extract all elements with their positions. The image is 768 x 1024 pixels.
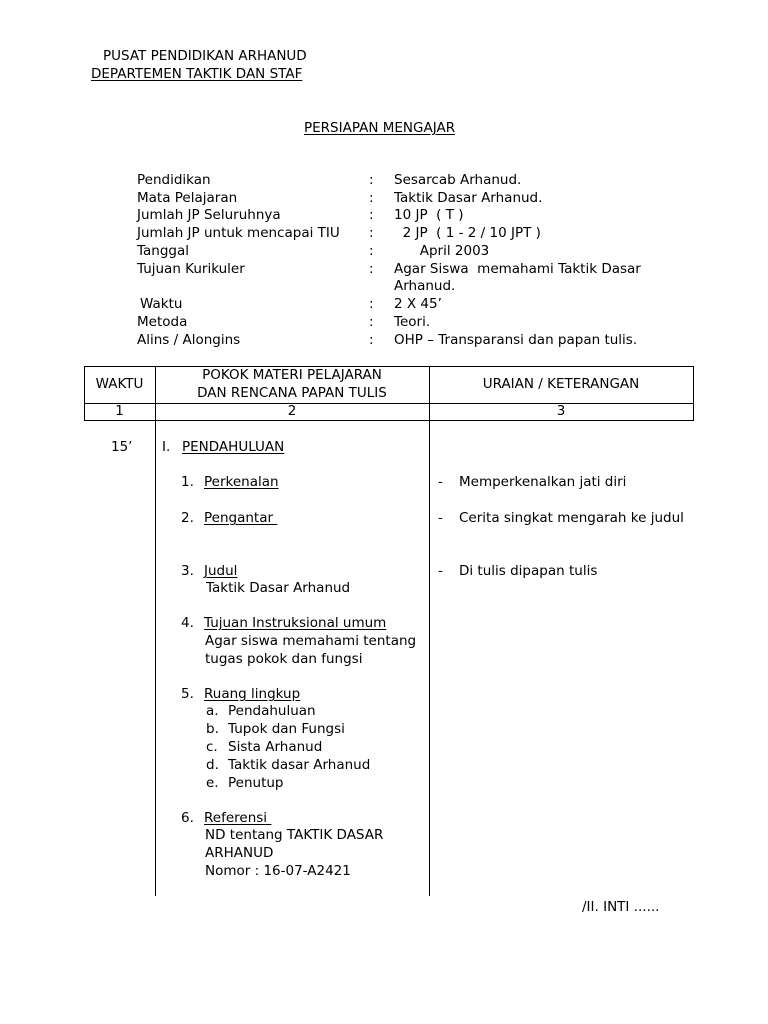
item-number: 1. xyxy=(181,474,194,490)
info-separator: : xyxy=(369,332,374,348)
sub-item-text: Tupok dan Fungsi xyxy=(228,721,345,737)
info-value-continued: Arhanud. xyxy=(394,278,456,294)
remark-text: Memperkenalkan jati diri xyxy=(459,474,627,490)
column-header-uraian: URAIAN / KETERANGAN xyxy=(482,376,640,392)
item-text: Nomor : 16-07-A2421 xyxy=(205,863,351,879)
info-label: Pendidikan xyxy=(137,172,211,188)
sub-item-letter: a. xyxy=(206,703,219,719)
sub-item-text: Penutup xyxy=(228,775,284,791)
column-header-pokok: POKOK MATERI PELAJARAN xyxy=(202,367,382,383)
info-separator: : xyxy=(369,225,374,241)
item-text: ARHANUD xyxy=(205,845,274,861)
item-number: 6. xyxy=(181,810,194,826)
info-label: Metoda xyxy=(137,314,188,330)
remark-bullet: - xyxy=(438,474,443,490)
info-separator: : xyxy=(369,172,374,188)
item-text: Agar siswa memahami tentang xyxy=(205,633,417,649)
info-separator: : xyxy=(369,207,374,223)
column-header-waktu: WAKTU xyxy=(95,376,144,392)
document-title: PERSIAPAN MENGAJAR xyxy=(304,120,456,136)
item-title: Pengantar xyxy=(204,510,278,526)
column-number: 1 xyxy=(115,403,124,419)
item-text: ND tentang TAKTIK DASAR xyxy=(205,827,384,843)
remark-bullet: - xyxy=(438,510,443,526)
info-value: 2 JP ( 1 - 2 / 10 JPT ) xyxy=(394,225,541,241)
info-label: Waktu xyxy=(140,296,183,312)
item-number: 5. xyxy=(181,686,194,702)
info-value: Taktik Dasar Arhanud. xyxy=(394,190,543,206)
info-label: Tanggal xyxy=(137,243,190,259)
info-value: Sesarcab Arhanud. xyxy=(394,172,522,188)
item-number: 4. xyxy=(181,615,194,631)
sub-item-letter: d. xyxy=(206,757,219,773)
info-separator: : xyxy=(369,296,374,312)
table-border-right xyxy=(693,366,694,421)
info-separator: : xyxy=(369,190,374,206)
sub-item-text: Taktik dasar Arhanud xyxy=(228,757,371,773)
sub-item-letter: b. xyxy=(206,721,219,737)
info-value: Teori. xyxy=(394,314,431,330)
info-label: Tujuan Kurikuler xyxy=(137,261,245,277)
table-column-divider xyxy=(155,366,156,896)
table-number-divider xyxy=(84,420,694,421)
continuation-note: /II. INTI ...... xyxy=(582,899,660,915)
column-number: 2 xyxy=(287,403,297,419)
item-title: Tujuan Instruksional umum xyxy=(204,615,387,631)
info-value: OHP – Transparansi dan papan tulis. xyxy=(394,332,638,348)
item-title: Referensi xyxy=(204,810,272,826)
info-value: April 2003 xyxy=(394,243,490,259)
item-number: 2. xyxy=(181,510,194,526)
section-number: I. xyxy=(162,439,171,455)
item-number: 3. xyxy=(181,563,194,579)
item-text: Taktik Dasar Arhanud xyxy=(206,580,351,596)
section-title: PENDAHULUAN xyxy=(182,439,285,455)
info-value: 10 JP ( T ) xyxy=(394,207,464,223)
remark-text: Cerita singkat mengarah ke judul xyxy=(459,510,684,526)
remark-bullet: - xyxy=(438,563,443,579)
sub-item-text: Pendahuluan xyxy=(228,703,316,719)
sub-item-text: Sista Arhanud xyxy=(228,739,323,755)
sub-item-letter: e. xyxy=(206,775,219,791)
info-label: Alins / Alongins xyxy=(137,332,241,348)
column-number: 3 xyxy=(556,403,566,419)
column-header-pokok-line2: DAN RENCANA PAPAN TULIS xyxy=(197,385,387,401)
item-text: tugas pokok dan fungsi xyxy=(205,651,363,667)
info-value: 2 X 45’ xyxy=(394,296,442,312)
remark-text: Di tulis dipapan tulis xyxy=(459,563,598,579)
institution-name: PUSAT PENDIDIKAN ARHANUD xyxy=(103,48,307,64)
department-name: DEPARTEMEN TAKTIK DAN STAF xyxy=(91,66,303,82)
info-separator: : xyxy=(369,314,374,330)
info-separator: : xyxy=(369,243,374,259)
sub-item-letter: c. xyxy=(206,739,218,755)
info-separator: : xyxy=(369,261,374,277)
info-label: Mata Pelajaran xyxy=(137,190,238,206)
item-title: Ruang lingkup xyxy=(204,686,301,702)
info-label: Jumlah JP Seluruhnya xyxy=(137,207,281,223)
item-title: Perkenalan xyxy=(204,474,279,490)
table-column-divider xyxy=(429,366,430,896)
item-title: Judul xyxy=(204,563,238,579)
info-label: Jumlah JP untuk mencapai TIU xyxy=(137,225,340,241)
info-value: Agar Siswa memahami Taktik Dasar xyxy=(394,261,641,277)
time-value: 15’ xyxy=(111,439,133,455)
